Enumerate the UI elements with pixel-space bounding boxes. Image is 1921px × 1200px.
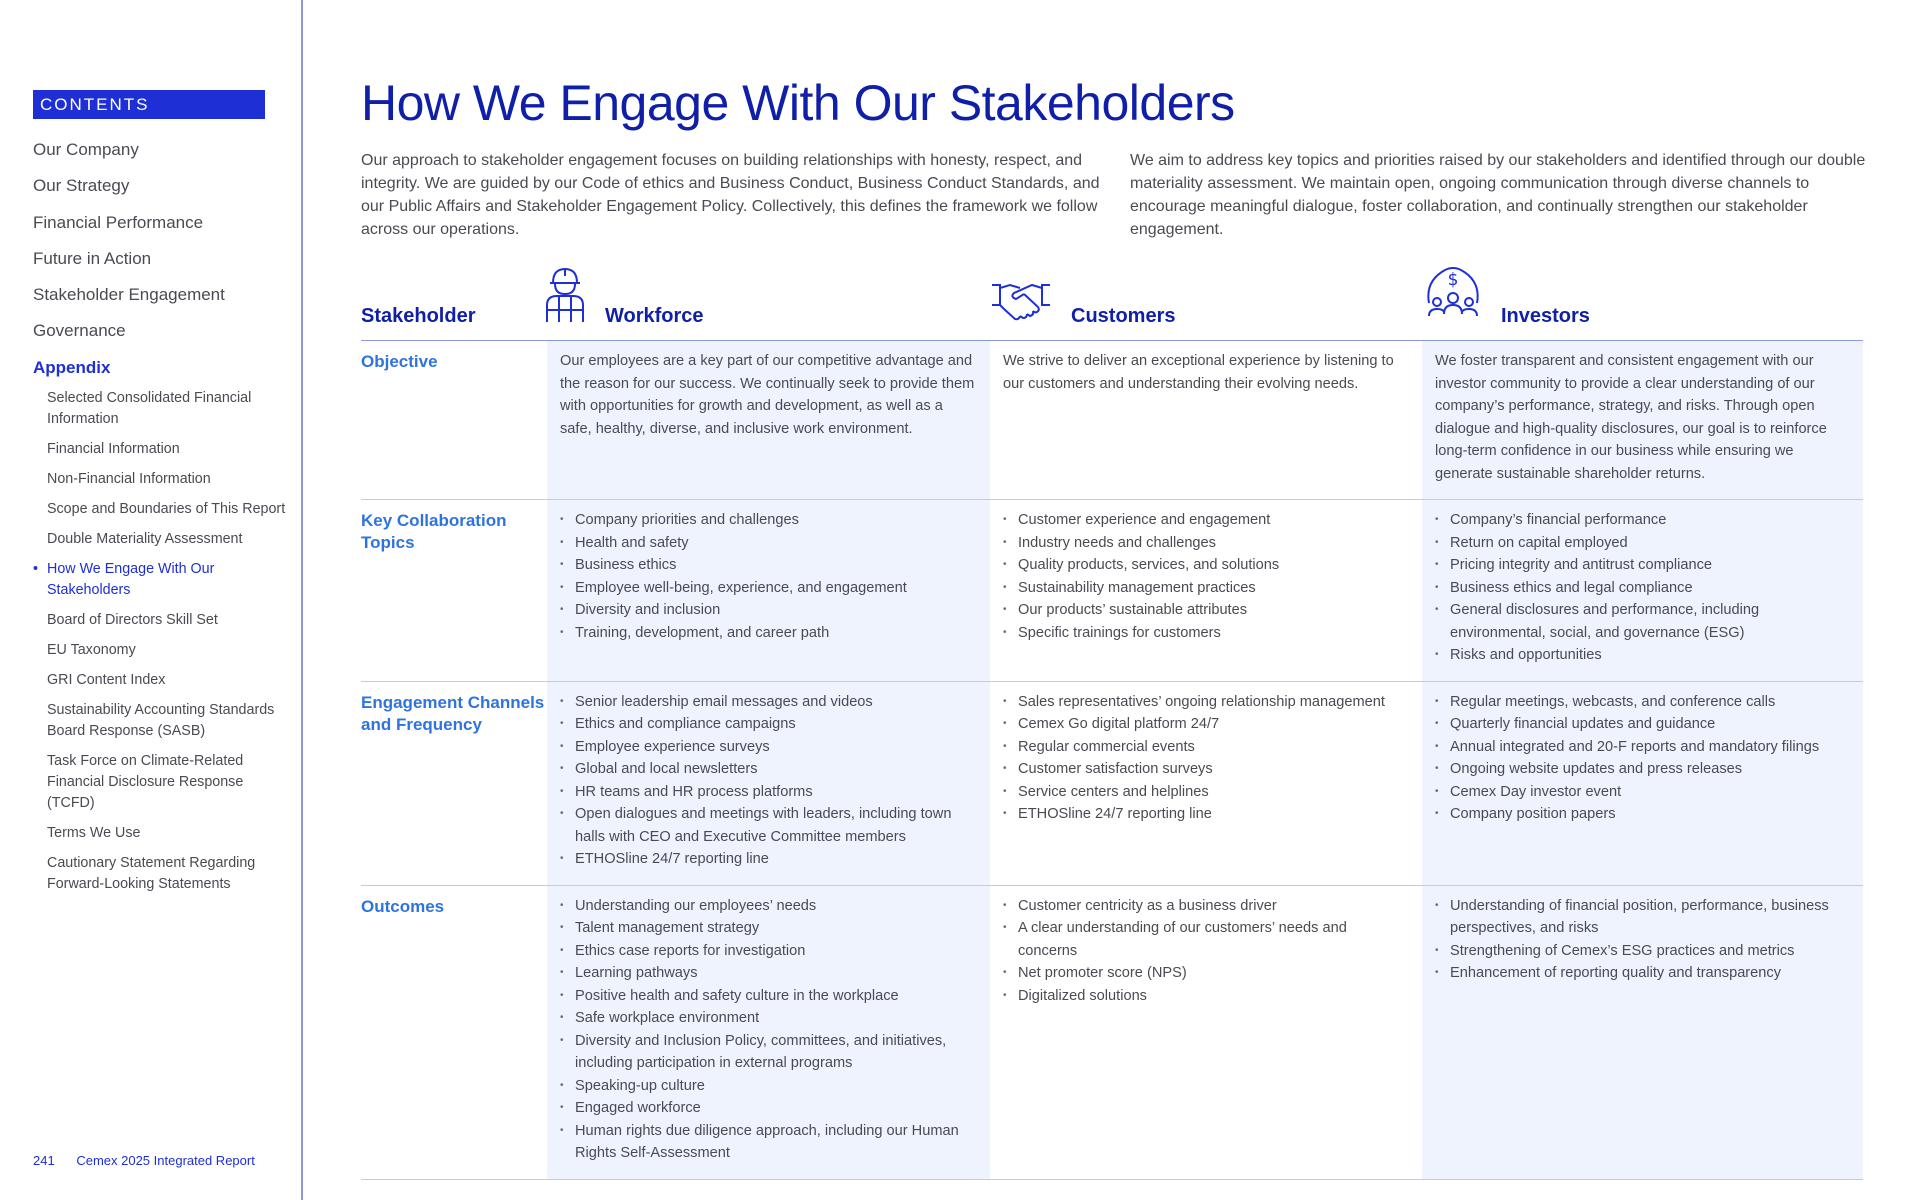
intro-right: We aim to address key topics and priorities raised by our stakeholders and identified through our double materiality assessment. We maintain open, ongoing communication through diverse channels to encourage meaningful dialogue, foster collaboration, and continually strengthen our stakeholder engagement. [1130, 152, 1866, 238]
column-header-investors: Investors [1501, 305, 1590, 327]
list-item: • Annual integrated and 20-F reports and mandatory filings [1435, 736, 1850, 759]
table-cell [547, 682, 990, 885]
list-item: • Risks and opportunities [1435, 644, 1850, 667]
cell-text: We strive to deliver an exceptional experience by listening to our customers and understanding their evolving needs. [1003, 353, 1394, 392]
list-item: • Ethics case reports for investigation [560, 940, 977, 963]
row-label: Engagement Channels and Frequency [361, 692, 545, 734]
list-item: • ETHOSline 24/7 reporting line [1003, 803, 1409, 826]
svg-text:$: $ [1447, 270, 1459, 290]
list-item: • Company position papers [1435, 803, 1850, 826]
list-item: • Employee well-being, experience, and engagement [560, 577, 977, 600]
bullet-list [1003, 895, 1409, 1008]
table-cell [547, 886, 990, 1179]
subnav-financial-information[interactable]: Financial Information [47, 441, 180, 457]
list-item: • Regular commercial events [1003, 736, 1409, 759]
list-item: • Quality products, services, and solutions [1003, 554, 1409, 577]
list-item: • Human rights due diligence approach, including our Human Rights Self-Assessment [560, 1120, 977, 1165]
table-cell [990, 341, 1422, 499]
list-item: • Specific trainings for customers [1003, 622, 1409, 645]
subnav-how-we-engage[interactable]: • How We Engage With Our Stakeholders [47, 559, 287, 601]
page-footer [33, 1153, 255, 1168]
nav-item-future-in-action[interactable]: Future in Action [33, 248, 152, 268]
list-item: • Regular meetings, webcasts, and conference calls [1435, 691, 1850, 714]
list-item: • Service centers and helplines [1003, 781, 1409, 804]
list-item: • Net promoter score (NPS) [1003, 962, 1409, 985]
subnav-non-financial-information[interactable]: Non-Financial Information [47, 471, 211, 487]
subnav-tcfd[interactable]: Task Force on Climate-Related Financial Disclosure Response (TCFD) [47, 753, 244, 811]
subnav-selected-consolidated-financial-info[interactable]: Selected Consolidated Financial Information [47, 390, 252, 427]
header-stakeholder-label: Stakeholder [361, 305, 476, 327]
row-label: Key Collaboration Topics [361, 511, 507, 552]
list-item: • Global and local newsletters [560, 758, 977, 781]
subnav-gri-content-index[interactable]: GRI Content Index [47, 672, 166, 688]
list-item: • Company priorities and challenges [560, 509, 977, 532]
nav-item-our-strategy[interactable]: Our Strategy [33, 176, 130, 196]
nav-item-financial-performance[interactable]: Financial Performance [33, 212, 204, 232]
list-item: • Quarterly financial updates and guidance [1435, 713, 1850, 736]
list-item: • Industry needs and challenges [1003, 532, 1409, 555]
table-row-key-collaboration-topics [361, 500, 1863, 682]
intro-left: Our approach to stakeholder engagement focuses on building relationships with honesty, respect, and integrity. We are guided by our Code of ethics and Business Conduct, Business Conduct Standards, and our Public Affairs and Stakeholder Engagement Policy. Collectively, this defines the framework we follow across our operations. [361, 152, 1100, 238]
list-item: • Pricing integrity and antitrust compliance [1435, 554, 1850, 577]
appendix-subnav [47, 388, 287, 904]
bullet-list [1003, 509, 1409, 644]
bullet-list [1435, 509, 1850, 667]
list-item: • ETHOSline 24/7 reporting line [560, 848, 977, 871]
row-label: Objective [361, 352, 438, 371]
list-item: • Diversity and inclusion [560, 599, 977, 622]
cell-text: Our employees are a key part of our competitive advantage and the reason for our success. We continually seek to provide them with opportunities for growth and development, as well as a safe, healthy, diverse, and inclusive work environment. [560, 353, 975, 437]
column-header-customers: Customers [1071, 305, 1176, 327]
table-cell [1422, 341, 1863, 499]
list-item: • Sales representatives’ ongoing relationship management [1003, 691, 1409, 714]
cell-text: We foster transparent and consistent engagement with our investor community to provide a clear understanding of our company’s performance, strategy, and risks. Through open dialogue and high-quality disclosures, our goal is to reinforce long-term confidence in our business while ensuring we generate sustainable shareholder returns. [1435, 353, 1827, 482]
table-row-outcomes [361, 886, 1863, 1180]
list-item: • Senior leadership email messages and videos [560, 691, 977, 714]
row-label: Outcomes [361, 896, 445, 916]
list-item: • Sustainability management practices [1003, 577, 1409, 600]
nav-item-stakeholder-engagement[interactable]: Stakeholder Engagement [33, 285, 225, 305]
list-item: • Speaking-up culture [560, 1075, 977, 1098]
list-item: • Engaged workforce [560, 1097, 977, 1120]
sidebar [0, 0, 303, 1200]
subnav-scope-and-boundaries[interactable]: Scope and Boundaries of This Report [47, 501, 286, 517]
list-item: • Health and safety [560, 532, 977, 555]
list-item: • Enhancement of reporting quality and transparency [1435, 962, 1850, 985]
list-item: • Talent management strategy [560, 917, 977, 940]
table-cell [990, 886, 1422, 1179]
table-cell [990, 500, 1422, 681]
page-title: How We Engage With Our Stakeholders [361, 75, 1235, 131]
bullet-list [1003, 691, 1409, 826]
list-item: • Business ethics and legal compliance [1435, 577, 1850, 600]
table-header [361, 263, 1863, 341]
table-cell [1422, 682, 1863, 885]
page-number: 241 [33, 1153, 55, 1168]
table-cell [1422, 500, 1863, 681]
list-item: • HR teams and HR process platforms [560, 781, 977, 804]
bullet-list [1435, 691, 1850, 826]
contents-label: CONTENTS [33, 90, 265, 119]
bullet-list [560, 691, 977, 871]
list-item: • Customer experience and engagement [1003, 509, 1409, 532]
main-nav [33, 138, 225, 392]
list-item: • Safe workplace environment [560, 1007, 977, 1030]
investors-dollar-icon [1423, 265, 1483, 328]
worker-hardhat-icon [544, 265, 586, 328]
list-item: • Cemex Go digital platform 24/7 [1003, 713, 1409, 736]
list-item: • Ethics and compliance campaigns [560, 713, 977, 736]
subnav-cautionary-statement[interactable]: Cautionary Statement Regarding Forward-Looking Statements [47, 855, 256, 892]
bullet-list [560, 895, 977, 1165]
bullet-list [1435, 895, 1850, 985]
list-item: • Business ethics [560, 554, 977, 577]
list-item: • A clear understanding of our customers’ needs and concerns [1003, 917, 1409, 962]
table-cell [547, 341, 990, 499]
list-item: • Learning pathways [560, 962, 977, 985]
list-item: • Ongoing website updates and press releases [1435, 758, 1850, 781]
stakeholder-table [361, 263, 1863, 1180]
list-item: • Training, development, and career path [560, 622, 977, 645]
column-header-workforce: Workforce [605, 305, 704, 327]
list-item: • Understanding of financial position, performance, business perspectives, and risks [1435, 895, 1850, 940]
list-item: • Strengthening of Cemex’s ESG practices and metrics [1435, 940, 1850, 963]
table-cell [547, 500, 990, 681]
table-row-objective [361, 341, 1863, 500]
list-item: • Open dialogues and meetings with leaders, including town halls with CEO and Executive Committee members [560, 803, 977, 848]
list-item: • Cemex Day investor event [1435, 781, 1850, 804]
list-item: • Employee experience surveys [560, 736, 977, 759]
subnav-terms-we-use[interactable]: Terms We Use [47, 825, 141, 841]
list-item: • Customer satisfaction surveys [1003, 758, 1409, 781]
nav-item-governance[interactable]: Governance [33, 321, 126, 341]
table-cell [990, 682, 1422, 885]
list-item: • General disclosures and performance, including environmental, social, and governance (ESG) [1435, 599, 1850, 644]
nav-item-our-company[interactable]: Our Company [33, 140, 139, 159]
report-name: Cemex 2025 Integrated Report [76, 1153, 255, 1168]
table-cell [1422, 886, 1863, 1179]
subnav-sasb[interactable]: Sustainability Accounting Standards Board Response (SASB) [47, 702, 275, 739]
list-item: • Digitalized solutions [1003, 985, 1409, 1008]
list-item: • Diversity and Inclusion Policy, committees, and initiatives, including participation in external programs [560, 1030, 977, 1075]
subnav-double-materiality[interactable]: Double Materiality Assessment [47, 531, 243, 547]
subnav-eu-taxonomy[interactable]: EU Taxonomy [47, 642, 136, 658]
subnav-board-skill-set[interactable]: Board of Directors Skill Set [47, 612, 218, 628]
list-item: • Positive health and safety culture in the workplace [560, 985, 977, 1008]
list-item: • Understanding our employees’ needs [560, 895, 977, 918]
table-row-engagement-channels [361, 682, 1863, 886]
handshake-icon [990, 279, 1052, 328]
list-item: • Our products’ sustainable attributes [1003, 599, 1409, 622]
bullet-list [560, 509, 977, 644]
list-item: • Return on capital employed [1435, 532, 1850, 555]
list-item: • Company’s financial performance [1435, 509, 1850, 532]
list-item: • Customer centricity as a business driver [1003, 895, 1409, 918]
nav-item-appendix[interactable]: Appendix [33, 357, 111, 377]
